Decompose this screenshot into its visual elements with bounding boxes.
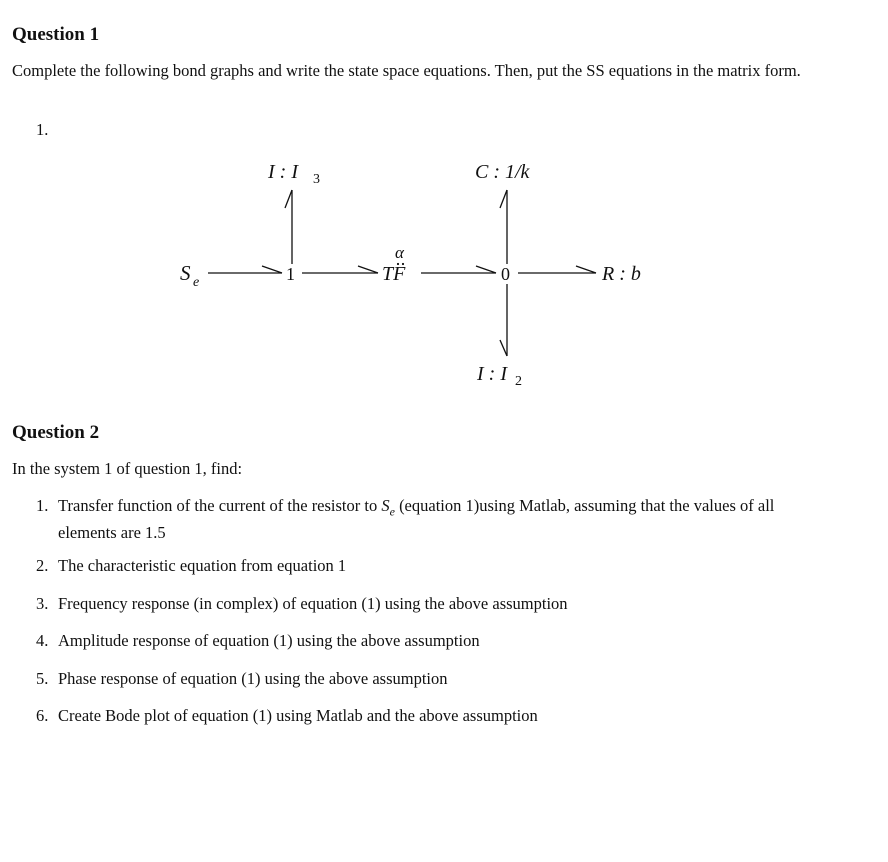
inertia-bottom-subscript: 2 [515,374,522,389]
half-arrow-0-to-i2 [500,340,507,356]
item-number: 2. [36,556,49,575]
resistor-label: R : b [602,263,641,285]
item-text: Amplitude response of equation (1) using the above assumption [58,631,480,650]
question1-sub-label: 1. [36,120,49,139]
inertia-top-label: I : I [268,161,298,183]
source-label: S [180,261,191,285]
question2-item-6 [36,705,836,727]
question2-intro: In the system 1 of question 1, find: [12,459,243,478]
item-text: Create Bode plot of equation (1) using Matlab and the above assumption [58,706,538,725]
half-arrow-1-to-tf [358,266,378,273]
item-number: 6. [36,706,49,725]
junction-0-label: 0 [501,264,510,284]
item-text: Frequency response (in complex) of equation (1) using the above assumption [58,594,568,613]
item-number: 3. [36,594,49,613]
math-source-subscript: e [389,504,395,519]
question2-heading: Question 2 [12,422,100,443]
half-arrow-0-to-c [500,190,507,208]
item-number: 4. [36,631,49,650]
half-arrow-0-to-r [576,266,596,273]
half-arrow-1-to-i3 [285,190,292,208]
question2-item-4 [36,630,836,652]
item-text: Transfer function of the current of the resistor to $S_e$ (equation 1)using Matlab, assuming that the values of all elements are 1.5 [58,496,775,543]
question1-heading: Question 1 [12,24,100,45]
inertia-top-subscript: 3 [313,172,320,187]
half-arrow-se-to-1 [262,266,282,273]
transformer-label: TF [382,263,406,285]
item-text: The characteristic equation from equation 1 [58,556,347,575]
question2-item-3 [36,593,836,615]
question1-intro: Complete the following bond graphs and write the state space equations. Then, put the SS equations in the matrix form. [12,61,801,80]
item-number: 1. [36,496,49,515]
junction-1-label: 1 [286,264,295,284]
item-number: 5. [36,669,49,688]
question2-item-5 [36,668,836,690]
transformer-ratio-label: α [395,243,404,262]
half-arrow-tf-to-0 [476,266,496,273]
inertia-bottom-label: I : I [477,363,507,385]
bond-graph-diagram [0,140,888,400]
item-text: Phase response of equation (1) using the above assumption [58,669,448,688]
source-subscript: e [193,275,200,290]
math-source-symbol: S [381,496,390,515]
question2-item-1 [36,495,836,544]
question2-item-2 [36,555,836,577]
capacitor-label: C : 1/k [475,161,530,183]
